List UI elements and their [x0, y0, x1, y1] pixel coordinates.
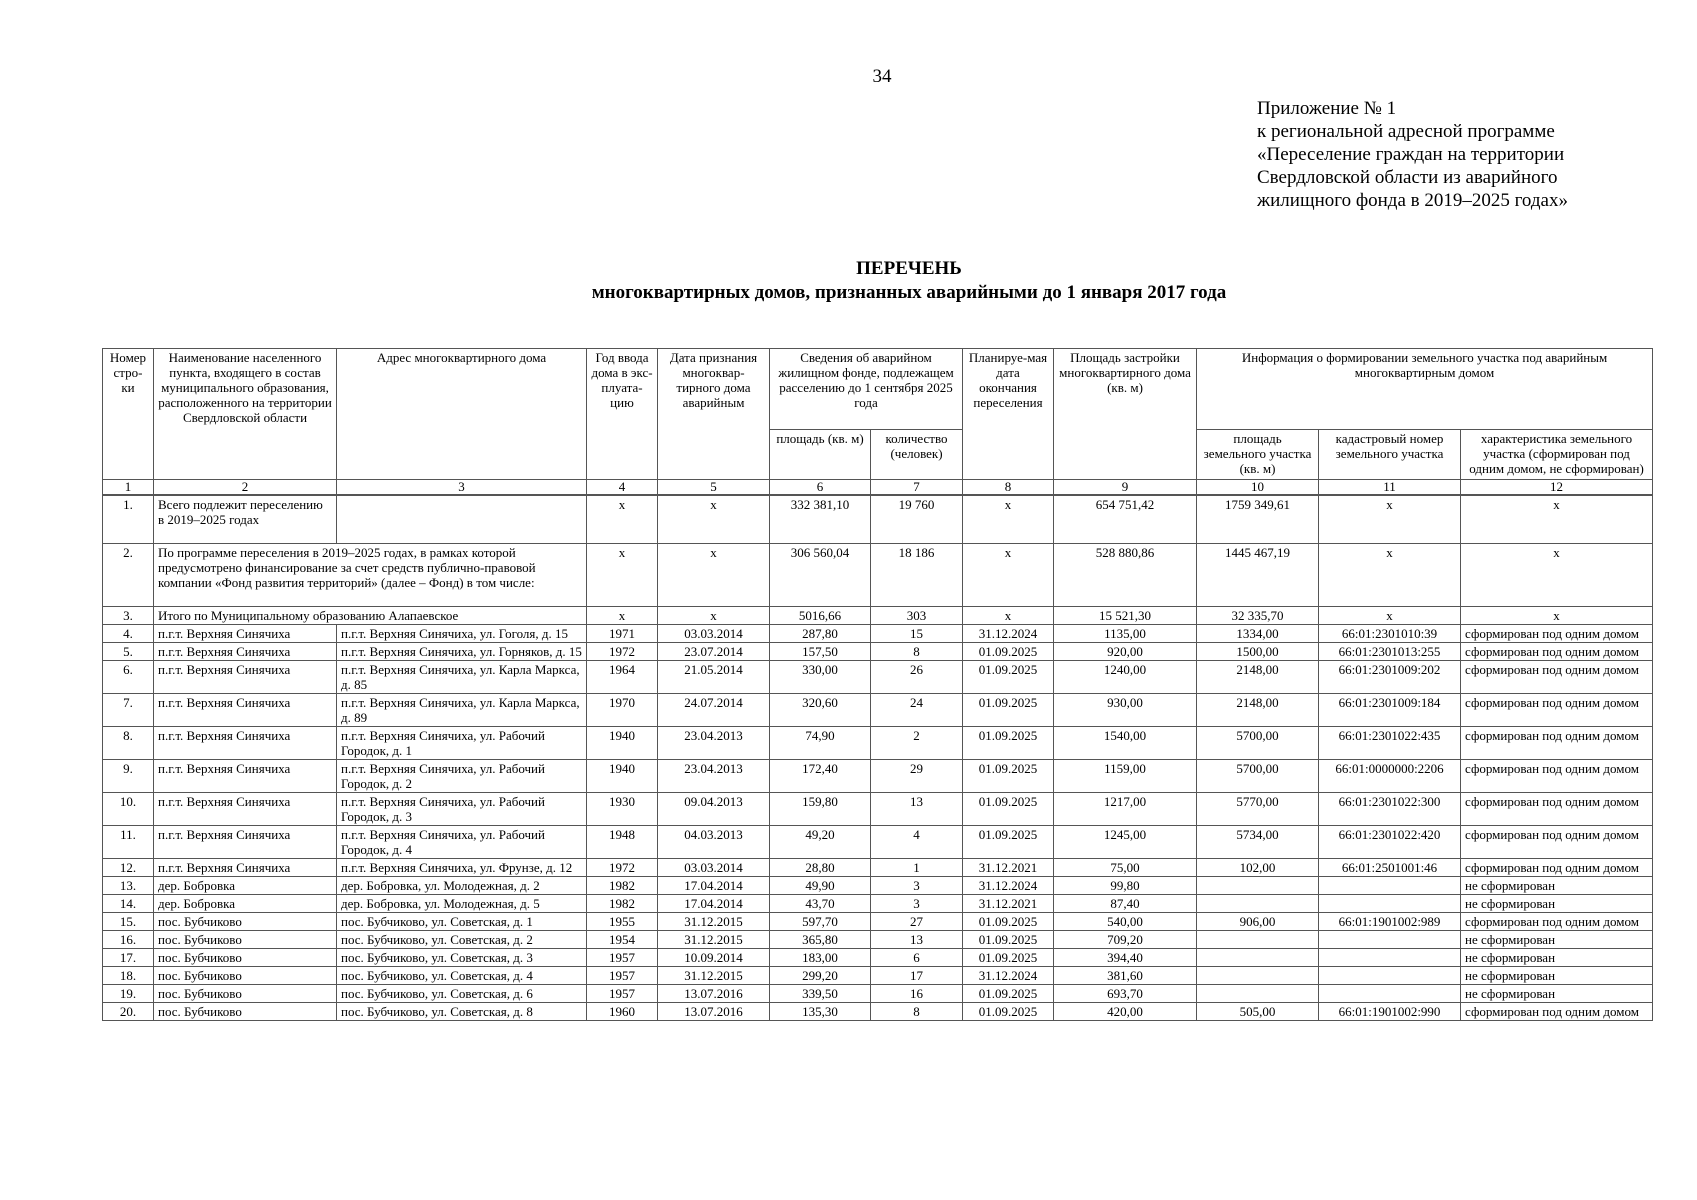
row-planned-date: 01.09.2025	[963, 643, 1054, 661]
header-address: Адрес многоквартирного дома	[337, 349, 587, 480]
row-people: 19 760	[871, 495, 963, 544]
header-planned-date: Планируе-мая дата окончания переселения	[963, 349, 1054, 480]
row-area: 287,80	[770, 625, 871, 643]
row-emergency-date: 13.07.2016	[658, 1003, 770, 1021]
row-year-built: 1970	[587, 694, 658, 727]
row-number: 16.	[103, 931, 154, 949]
row-cadastral-number	[1319, 985, 1461, 1003]
row-cadastral-number: 66:01:1901002:990	[1319, 1003, 1461, 1021]
row-emergency-date: 10.09.2014	[658, 949, 770, 967]
table-body	[103, 480, 1653, 1021]
column-number: 7	[871, 480, 963, 496]
table-row	[103, 661, 1653, 694]
row-building-area: 709,20	[1054, 931, 1197, 949]
row-land-area: 2148,00	[1197, 694, 1319, 727]
row-cadastral-number	[1319, 967, 1461, 985]
row-year-built: 1972	[587, 643, 658, 661]
row-building-area: 693,70	[1054, 985, 1197, 1003]
table-row	[103, 694, 1653, 727]
row-year-built: 1948	[587, 826, 658, 859]
row-land-characteristic: не сформирован	[1461, 967, 1653, 985]
row-land-characteristic: сформирован под одним домом	[1461, 643, 1653, 661]
row-planned-date: 01.09.2025	[963, 793, 1054, 826]
row-land-characteristic: сформирован под одним домом	[1461, 760, 1653, 793]
row-building-area: 654 751,42	[1054, 495, 1197, 544]
header-land-plot-group: Информация о формировании земельного участка под аварийным многоквартирным домом	[1197, 349, 1653, 430]
row-land-area	[1197, 985, 1319, 1003]
row-planned-date: 01.09.2025	[963, 826, 1054, 859]
row-settlement: п.г.т. Верхняя Синячиха	[154, 643, 337, 661]
row-number: 7.	[103, 694, 154, 727]
row-emergency-date: 17.04.2014	[658, 877, 770, 895]
row-settlement: пос. Бубчиково	[154, 913, 337, 931]
row-planned-date: x	[963, 544, 1054, 607]
row-address: пос. Бубчиково, ул. Советская, д. 2	[337, 931, 587, 949]
row-people: 27	[871, 913, 963, 931]
row-description: Итого по Муниципальному образованию Алапаевское	[154, 607, 587, 625]
header-row-number: Номер стро-ки	[103, 349, 154, 480]
row-building-area: 930,00	[1054, 694, 1197, 727]
row-emergency-date: 31.12.2015	[658, 931, 770, 949]
row-year-built: x	[587, 607, 658, 625]
housing-registry-table	[102, 348, 1653, 1021]
row-year-built: 1964	[587, 661, 658, 694]
row-cadastral-number: x	[1319, 544, 1461, 607]
row-area: 5016,66	[770, 607, 871, 625]
column-number: 10	[1197, 480, 1319, 496]
row-address: п.г.т. Верхняя Синячиха, ул. Рабочий Городок, д. 4	[337, 826, 587, 859]
row-planned-date: 01.09.2025	[963, 913, 1054, 931]
row-area: 299,20	[770, 967, 871, 985]
row-area: 332 381,10	[770, 495, 871, 544]
row-emergency-date: 13.07.2016	[658, 985, 770, 1003]
row-number: 10.	[103, 793, 154, 826]
row-year-built: 1954	[587, 931, 658, 949]
row-land-area: 5700,00	[1197, 727, 1319, 760]
header-land-area: площадь земельного участка (кв. м)	[1197, 430, 1319, 480]
row-land-characteristic: сформирован под одним домом	[1461, 793, 1653, 826]
row-area: 339,50	[770, 985, 871, 1003]
row-land-area: 1759 349,61	[1197, 495, 1319, 544]
row-planned-date: 31.12.2021	[963, 859, 1054, 877]
table-row	[103, 643, 1653, 661]
header-settlement: Наименование населенного пункта, входящего в состав муниципального образования, расположенного на территории Свердловской области	[154, 349, 337, 480]
row-area: 159,80	[770, 793, 871, 826]
row-number: 2.	[103, 544, 154, 607]
row-cadastral-number: 66:01:2301009:202	[1319, 661, 1461, 694]
row-land-area: 32 335,70	[1197, 607, 1319, 625]
row-emergency-date: 24.07.2014	[658, 694, 770, 727]
column-number: 2	[154, 480, 337, 496]
row-emergency-date: 23.04.2013	[658, 727, 770, 760]
row-planned-date: 01.09.2025	[963, 661, 1054, 694]
table-header	[103, 349, 1653, 480]
column-number: 12	[1461, 480, 1653, 496]
appendix-line: «Переселение граждан на территории	[1257, 144, 1565, 165]
document-title	[0, 257, 1697, 305]
row-year-built: 1957	[587, 967, 658, 985]
title-line-1: ПЕРЕЧЕНЬ	[856, 258, 962, 279]
row-people: 8	[871, 643, 963, 661]
row-year-built: x	[587, 544, 658, 607]
row-cadastral-number: 66:01:2301013:255	[1319, 643, 1461, 661]
row-area: 365,80	[770, 931, 871, 949]
row-number: 11.	[103, 826, 154, 859]
row-building-area: 1159,00	[1054, 760, 1197, 793]
row-settlement: Всего подлежит переселению в 2019–2025 годах	[154, 495, 337, 544]
row-settlement: пос. Бубчиково	[154, 931, 337, 949]
row-building-area: 528 880,86	[1054, 544, 1197, 607]
row-planned-date: 01.09.2025	[963, 985, 1054, 1003]
row-land-characteristic: сформирован под одним домом	[1461, 913, 1653, 931]
row-cadastral-number: 66:01:2301022:300	[1319, 793, 1461, 826]
row-land-characteristic: сформирован под одним домом	[1461, 625, 1653, 643]
row-cadastral-number	[1319, 895, 1461, 913]
row-cadastral-number: 66:01:2301009:184	[1319, 694, 1461, 727]
row-planned-date: 01.09.2025	[963, 931, 1054, 949]
row-building-area: 1540,00	[1054, 727, 1197, 760]
row-land-characteristic: сформирован под одним домом	[1461, 1003, 1653, 1021]
row-land-characteristic: не сформирован	[1461, 985, 1653, 1003]
row-land-area	[1197, 967, 1319, 985]
row-number: 6.	[103, 661, 154, 694]
row-settlement: п.г.т. Верхняя Синячиха	[154, 694, 337, 727]
row-cadastral-number: 66:01:2301022:435	[1319, 727, 1461, 760]
row-cadastral-number	[1319, 877, 1461, 895]
row-settlement: пос. Бубчиково	[154, 985, 337, 1003]
row-land-characteristic: сформирован под одним домом	[1461, 661, 1653, 694]
row-description: По программе переселения в 2019–2025 годах, в рамках которой предусмотрено финансирование за счет средств публично-правовой компании «Фонд развития территорий» (далее – Фонд) в том числе:	[154, 544, 587, 607]
row-land-area	[1197, 895, 1319, 913]
row-building-area: 394,40	[1054, 949, 1197, 967]
row-area: 49,90	[770, 877, 871, 895]
row-address: п.г.т. Верхняя Синячиха, ул. Фрунзе, д. 12	[337, 859, 587, 877]
row-people: 2	[871, 727, 963, 760]
row-land-area: 906,00	[1197, 913, 1319, 931]
row-number: 14.	[103, 895, 154, 913]
row-people: 4	[871, 826, 963, 859]
table-row	[103, 877, 1653, 895]
row-emergency-date: x	[658, 544, 770, 607]
row-land-characteristic: x	[1461, 544, 1653, 607]
row-planned-date: 31.12.2024	[963, 877, 1054, 895]
row-land-characteristic: сформирован под одним домом	[1461, 859, 1653, 877]
row-area: 320,60	[770, 694, 871, 727]
summary-row-municipality	[103, 607, 1653, 625]
row-cadastral-number: 66:01:0000000:2206	[1319, 760, 1461, 793]
row-year-built: 1930	[587, 793, 658, 826]
row-cadastral-number: x	[1319, 495, 1461, 544]
table-row	[103, 985, 1653, 1003]
row-address: п.г.т. Верхняя Синячиха, ул. Рабочий Городок, д. 2	[337, 760, 587, 793]
row-people: 3	[871, 895, 963, 913]
row-people: 13	[871, 931, 963, 949]
row-land-area: 505,00	[1197, 1003, 1319, 1021]
column-number: 11	[1319, 480, 1461, 496]
row-land-area: 5770,00	[1197, 793, 1319, 826]
row-emergency-date: 17.04.2014	[658, 895, 770, 913]
column-number: 8	[963, 480, 1054, 496]
row-address: пос. Бубчиково, ул. Советская, д. 1	[337, 913, 587, 931]
row-area: 49,20	[770, 826, 871, 859]
row-number: 9.	[103, 760, 154, 793]
row-year-built: 1960	[587, 1003, 658, 1021]
row-area: 306 560,04	[770, 544, 871, 607]
row-address: п.г.т. Верхняя Синячиха, ул. Рабочий Городок, д. 1	[337, 727, 587, 760]
row-building-area: 1240,00	[1054, 661, 1197, 694]
row-address: пос. Бубчиково, ул. Советская, д. 6	[337, 985, 587, 1003]
row-number: 18.	[103, 967, 154, 985]
row-settlement: п.г.т. Верхняя Синячиха	[154, 625, 337, 643]
row-emergency-date: 09.04.2013	[658, 793, 770, 826]
row-people: 26	[871, 661, 963, 694]
row-area: 135,30	[770, 1003, 871, 1021]
row-planned-date: 31.12.2021	[963, 895, 1054, 913]
row-land-characteristic: сформирован под одним домом	[1461, 826, 1653, 859]
row-land-characteristic: x	[1461, 495, 1653, 544]
row-year-built: 1982	[587, 877, 658, 895]
row-settlement: пос. Бубчиково	[154, 967, 337, 985]
row-address: пос. Бубчиково, ул. Советская, д. 8	[337, 1003, 587, 1021]
row-address: дер. Бобровка, ул. Молодежная, д. 2	[337, 877, 587, 895]
row-address: п.г.т. Верхняя Синячиха, ул. Рабочий Городок, д. 3	[337, 793, 587, 826]
header-area: площадь (кв. м)	[770, 430, 871, 480]
row-planned-date: 01.09.2025	[963, 760, 1054, 793]
page-number: 34	[872, 66, 892, 87]
row-area: 28,80	[770, 859, 871, 877]
row-people: 17	[871, 967, 963, 985]
row-building-area: 420,00	[1054, 1003, 1197, 1021]
row-address: п.г.т. Верхняя Синячиха, ул. Карла Маркса, д. 85	[337, 661, 587, 694]
title-line-2: многоквартирных домов, признанных аварийными до 1 января 2017 года	[591, 282, 1227, 303]
row-number: 3.	[103, 607, 154, 625]
row-number: 17.	[103, 949, 154, 967]
header-cadastral-number: кадастровый номер земельного участка	[1319, 430, 1461, 480]
row-area: 74,90	[770, 727, 871, 760]
row-planned-date: 01.09.2025	[963, 949, 1054, 967]
row-settlement: дер. Бобровка	[154, 877, 337, 895]
row-land-characteristic: сформирован под одним домом	[1461, 727, 1653, 760]
appendix-note	[1257, 97, 1568, 212]
row-settlement: п.г.т. Верхняя Синячиха	[154, 859, 337, 877]
row-number: 5.	[103, 643, 154, 661]
row-settlement: п.г.т. Верхняя Синячиха	[154, 727, 337, 760]
appendix-line: к региональной адресной программе	[1257, 121, 1555, 142]
row-number: 20.	[103, 1003, 154, 1021]
row-cadastral-number: x	[1319, 607, 1461, 625]
table-row	[103, 913, 1653, 931]
row-building-area: 15 521,30	[1054, 607, 1197, 625]
appendix-line: Свердловской области из аварийного	[1257, 167, 1558, 188]
row-cadastral-number	[1319, 931, 1461, 949]
column-number-row	[103, 480, 1653, 496]
row-building-area: 87,40	[1054, 895, 1197, 913]
row-address: п.г.т. Верхняя Синячиха, ул. Горняков, д. 15	[337, 643, 587, 661]
column-number: 3	[337, 480, 587, 496]
appendix-line: жилищного фонда в 2019–2025 годах»	[1257, 190, 1568, 211]
row-emergency-date: 23.07.2014	[658, 643, 770, 661]
row-land-area	[1197, 877, 1319, 895]
table-row	[103, 727, 1653, 760]
row-planned-date: 01.09.2025	[963, 727, 1054, 760]
row-area: 597,70	[770, 913, 871, 931]
row-emergency-date: 23.04.2013	[658, 760, 770, 793]
row-area: 43,70	[770, 895, 871, 913]
row-land-characteristic: сформирован под одним домом	[1461, 694, 1653, 727]
row-building-area: 99,80	[1054, 877, 1197, 895]
row-number: 15.	[103, 913, 154, 931]
column-number: 4	[587, 480, 658, 496]
row-settlement: пос. Бубчиково	[154, 1003, 337, 1021]
row-building-area: 1217,00	[1054, 793, 1197, 826]
row-planned-date: 31.12.2024	[963, 625, 1054, 643]
row-planned-date: 01.09.2025	[963, 1003, 1054, 1021]
summary-row-total	[103, 495, 1653, 544]
table-row	[103, 859, 1653, 877]
row-number: 4.	[103, 625, 154, 643]
header-emergency-date: Дата признания многоквар-тирного дома аварийным	[658, 349, 770, 480]
row-people: 24	[871, 694, 963, 727]
column-number: 5	[658, 480, 770, 496]
header-year-built: Год ввода дома в экс-плуата-цию	[587, 349, 658, 480]
row-building-area: 381,60	[1054, 967, 1197, 985]
row-address	[337, 495, 587, 544]
row-address: дер. Бобровка, ул. Молодежная, д. 5	[337, 895, 587, 913]
row-building-area: 920,00	[1054, 643, 1197, 661]
row-cadastral-number: 66:01:1901002:989	[1319, 913, 1461, 931]
row-land-area: 1500,00	[1197, 643, 1319, 661]
row-land-area	[1197, 931, 1319, 949]
row-land-area: 5700,00	[1197, 760, 1319, 793]
row-building-area: 75,00	[1054, 859, 1197, 877]
table-row	[103, 826, 1653, 859]
row-number: 13.	[103, 877, 154, 895]
row-land-area: 5734,00	[1197, 826, 1319, 859]
header-building-area: Площадь застройки многоквартирного дома (кв. м)	[1054, 349, 1197, 480]
row-planned-date: 01.09.2025	[963, 694, 1054, 727]
column-number: 9	[1054, 480, 1197, 496]
row-year-built: 1972	[587, 859, 658, 877]
column-number: 1	[103, 480, 154, 496]
row-year-built: x	[587, 495, 658, 544]
row-land-area: 2148,00	[1197, 661, 1319, 694]
row-settlement: п.г.т. Верхняя Синячиха	[154, 793, 337, 826]
row-people: 303	[871, 607, 963, 625]
row-cadastral-number: 66:01:2301010:39	[1319, 625, 1461, 643]
row-settlement: пос. Бубчиково	[154, 949, 337, 967]
header-people: количество (человек)	[871, 430, 963, 480]
row-emergency-date: 31.12.2015	[658, 913, 770, 931]
row-area: 172,40	[770, 760, 871, 793]
row-address: п.г.т. Верхняя Синячиха, ул. Гоголя, д. 15	[337, 625, 587, 643]
row-emergency-date: 03.03.2014	[658, 625, 770, 643]
row-emergency-date: 04.03.2013	[658, 826, 770, 859]
row-people: 29	[871, 760, 963, 793]
row-settlement: дер. Бобровка	[154, 895, 337, 913]
row-emergency-date: 31.12.2015	[658, 967, 770, 985]
table-row	[103, 967, 1653, 985]
row-year-built: 1982	[587, 895, 658, 913]
row-people: 18 186	[871, 544, 963, 607]
row-emergency-date: 21.05.2014	[658, 661, 770, 694]
row-number: 1.	[103, 495, 154, 544]
row-planned-date: 31.12.2024	[963, 967, 1054, 985]
row-land-area: 1445 467,19	[1197, 544, 1319, 607]
row-people: 1	[871, 859, 963, 877]
row-number: 19.	[103, 985, 154, 1003]
appendix-line: Приложение № 1	[1257, 98, 1397, 119]
row-cadastral-number: 66:01:2301022:420	[1319, 826, 1461, 859]
row-emergency-date: x	[658, 495, 770, 544]
row-land-characteristic: не сформирован	[1461, 877, 1653, 895]
row-year-built: 1971	[587, 625, 658, 643]
row-address: пос. Бубчиково, ул. Советская, д. 4	[337, 967, 587, 985]
row-cadastral-number	[1319, 949, 1461, 967]
row-building-area: 1245,00	[1054, 826, 1197, 859]
row-year-built: 1957	[587, 985, 658, 1003]
row-settlement: п.г.т. Верхняя Синячиха	[154, 661, 337, 694]
row-people: 8	[871, 1003, 963, 1021]
row-land-area: 1334,00	[1197, 625, 1319, 643]
row-land-area	[1197, 949, 1319, 967]
row-settlement: п.г.т. Верхняя Синячиха	[154, 826, 337, 859]
row-land-characteristic: не сформирован	[1461, 949, 1653, 967]
row-number: 8.	[103, 727, 154, 760]
header-land-characteristic: характеристика земельного участка (сформирован под одним домом, не сформирован)	[1461, 430, 1653, 480]
row-emergency-date: 03.03.2014	[658, 859, 770, 877]
row-area: 157,50	[770, 643, 871, 661]
row-settlement: п.г.т. Верхняя Синячиха	[154, 760, 337, 793]
row-people: 15	[871, 625, 963, 643]
row-address: п.г.т. Верхняя Синячиха, ул. Карла Маркса, д. 89	[337, 694, 587, 727]
row-address: пос. Бубчиково, ул. Советская, д. 3	[337, 949, 587, 967]
row-year-built: 1940	[587, 760, 658, 793]
table-row	[103, 931, 1653, 949]
row-building-area: 1135,00	[1054, 625, 1197, 643]
row-people: 3	[871, 877, 963, 895]
table-row	[103, 760, 1653, 793]
row-people: 6	[871, 949, 963, 967]
row-land-characteristic: x	[1461, 607, 1653, 625]
row-cadastral-number: 66:01:2501001:46	[1319, 859, 1461, 877]
row-planned-date: x	[963, 495, 1054, 544]
row-number: 12.	[103, 859, 154, 877]
row-area: 330,00	[770, 661, 871, 694]
column-number: 6	[770, 480, 871, 496]
row-people: 13	[871, 793, 963, 826]
row-land-area: 102,00	[1197, 859, 1319, 877]
row-land-characteristic: не сформирован	[1461, 931, 1653, 949]
summary-row-fund	[103, 544, 1653, 607]
row-planned-date: x	[963, 607, 1054, 625]
table-row	[103, 949, 1653, 967]
row-emergency-date: x	[658, 607, 770, 625]
row-land-characteristic: не сформирован	[1461, 895, 1653, 913]
row-building-area: 540,00	[1054, 913, 1197, 931]
row-area: 183,00	[770, 949, 871, 967]
table-row	[103, 895, 1653, 913]
row-year-built: 1957	[587, 949, 658, 967]
row-people: 16	[871, 985, 963, 1003]
header-emergency-fund-group: Сведения об аварийном жилищном фонде, подлежащем расселению до 1 сентября 2025 года	[770, 349, 963, 430]
row-year-built: 1940	[587, 727, 658, 760]
table-row	[103, 1003, 1653, 1021]
table-row	[103, 793, 1653, 826]
row-year-built: 1955	[587, 913, 658, 931]
table-row	[103, 625, 1653, 643]
